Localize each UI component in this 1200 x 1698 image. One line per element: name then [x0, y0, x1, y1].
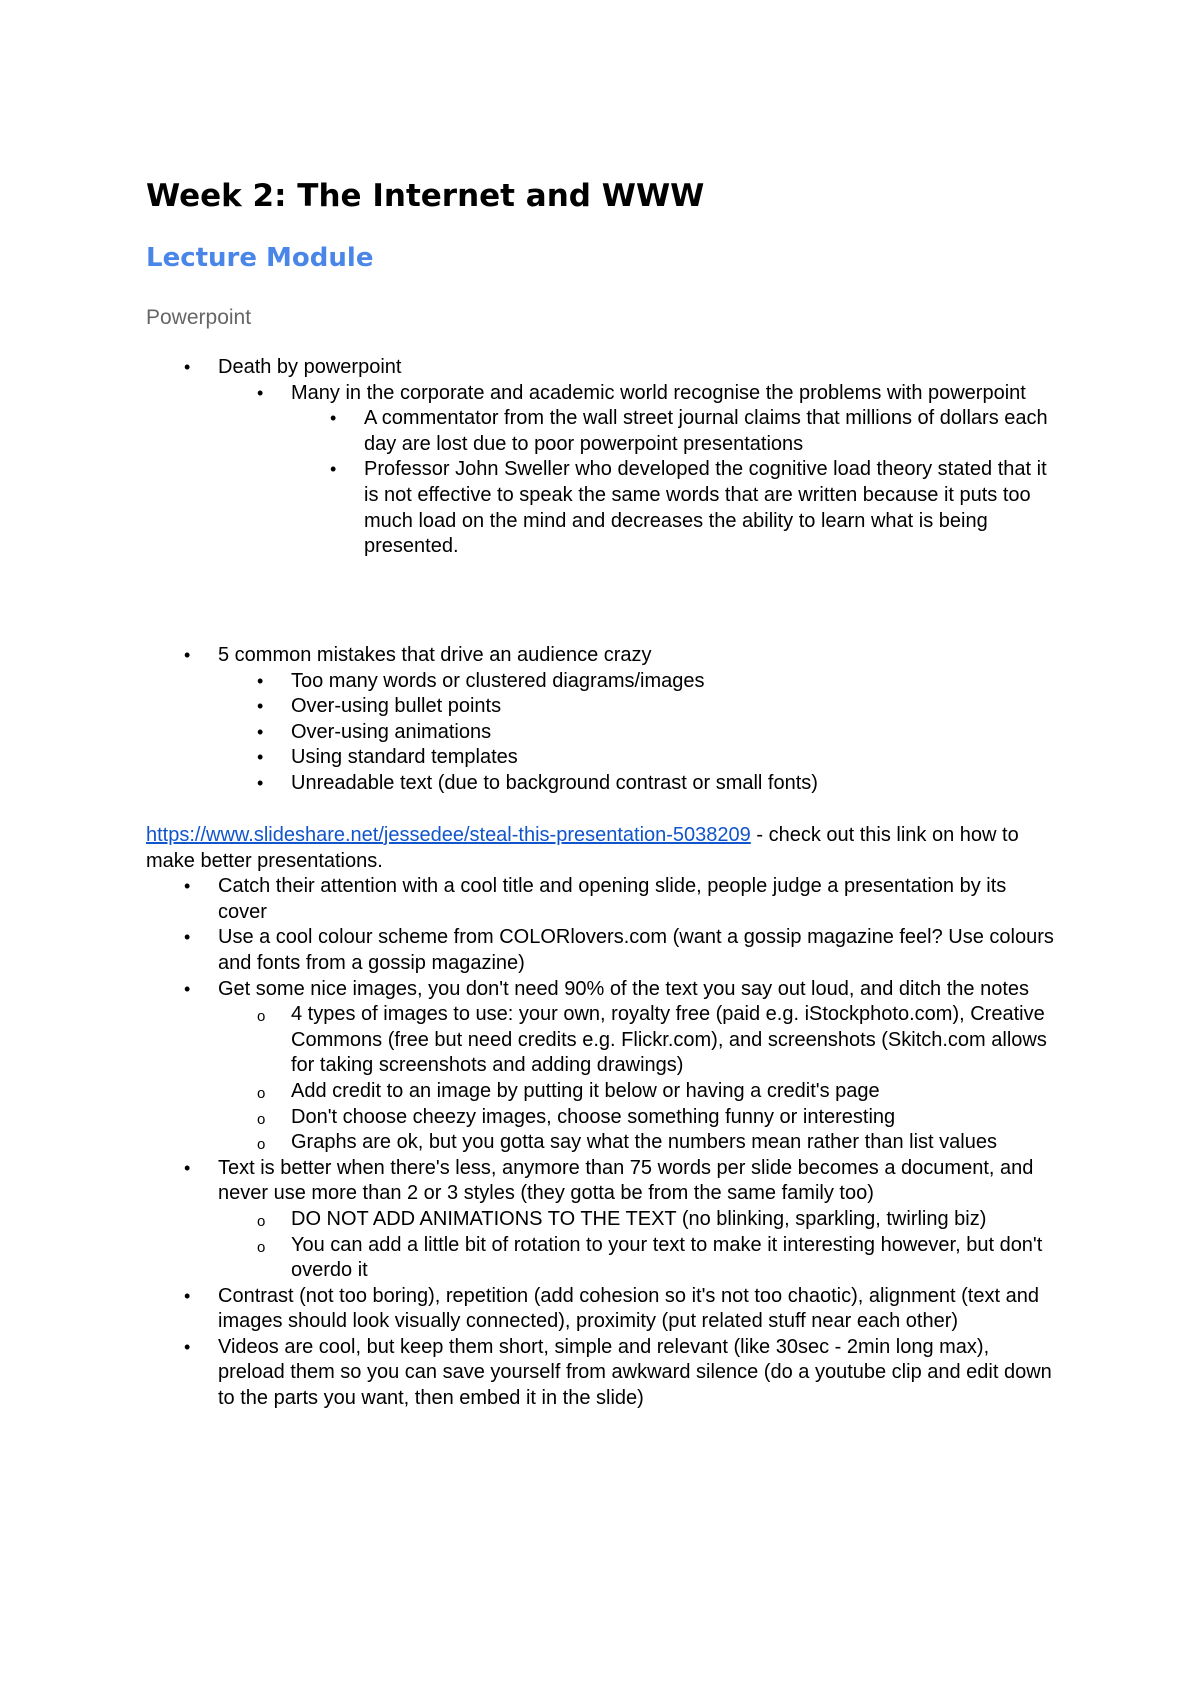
list-item: • Over-using animations: [146, 720, 1060, 746]
bullet-list: [146, 874, 1060, 1411]
list-item: o You can add a little bit of rotation to your text to make it interesting however, but don't overdo it: [146, 1233, 1060, 1284]
list-item: • Over-using bullet points: [146, 694, 1060, 720]
list-item: • Death by powerpoint: [146, 355, 1060, 381]
list-item: • Use a cool colour scheme from COLORlovers.com (want a gossip magazine feel? Use colours and fonts from a gossip magazine): [146, 925, 1060, 976]
list-item: o Don't choose cheezy images, choose something funny or interesting: [146, 1105, 1060, 1131]
slideshare-link[interactable]: https://www.slideshare.net/jessedee/steal-this-presentation-5038209: [146, 824, 751, 846]
list-item: o Graphs are ok, but you gotta say what the numbers mean rather than list values: [146, 1130, 1060, 1156]
presentation-tips-block: [146, 823, 1060, 1412]
list-item: • Using standard templates: [146, 745, 1060, 771]
bullet-list: [146, 643, 1060, 797]
bullet-list: [146, 355, 1060, 560]
list-item: • Text is better when there's less, anymore than 75 words per slide becomes a document, and never use more than 2 or 3 styles (they gotta be from the same family too): [146, 1156, 1060, 1207]
list-item: o 4 types of images to use: your own, royalty free (paid e.g. iStockphoto.com), Creative Commons (free but need credits e.g. Flickr.com), and screenshots (Skitch.com allows for taking screenshots and adding drawings): [146, 1002, 1060, 1079]
list-item: • Many in the corporate and academic world recognise the problems with powerpoint: [146, 381, 1060, 407]
list-item: • Get some nice images, you don't need 90% of the text you say out loud, and ditch the notes: [146, 977, 1060, 1003]
list-item: o DO NOT ADD ANIMATIONS TO THE TEXT (no blinking, sparkling, twirling biz): [146, 1207, 1060, 1233]
list-item: • A commentator from the wall street journal claims that millions of dollars each day are lost due to poor powerpoint presentations: [146, 406, 1060, 457]
list-item: • Unreadable text (due to background contrast or small fonts): [146, 771, 1060, 797]
lecture-module-heading: Lecture Module: [146, 243, 374, 273]
link-description: - check out this link on how to make better presentations.: [146, 824, 1019, 872]
list-item: • 5 common mistakes that drive an audience crazy: [146, 643, 1060, 669]
list-item: • Contrast (not too boring), repetition (add cohesion so it's not too chaotic), alignment (text and images should look visually connected), proximity (put related stuff near each other): [146, 1284, 1060, 1335]
list-item: • Catch their attention with a cool title and opening slide, people judge a presentation by its cover: [146, 874, 1060, 925]
powerpoint-section-label: Powerpoint: [146, 306, 252, 329]
page-title: Week 2: The Internet and WWW: [146, 178, 705, 214]
list-item: • Too many words or clustered diagrams/images: [146, 669, 1060, 695]
list-item: • Professor John Sweller who developed the cognitive load theory stated that it is not effective to speak the same words that are written because it puts too much load on the mind and decreases the ability to learn what is being presented.: [146, 457, 1060, 559]
list-item: o Add credit to an image by putting it below or having a credit's page: [146, 1079, 1060, 1105]
common-mistakes-block: [146, 643, 1060, 797]
list-item: • Videos are cool, but keep them short, simple and relevant (like 30sec - 2min long max), preload them so you can save yourself from awkward silence (do a youtube clip and edit down to the parts you want, then embed it in the slide): [146, 1335, 1060, 1412]
death-by-powerpoint-block: [146, 355, 1060, 560]
link-paragraph: [146, 823, 1060, 874]
